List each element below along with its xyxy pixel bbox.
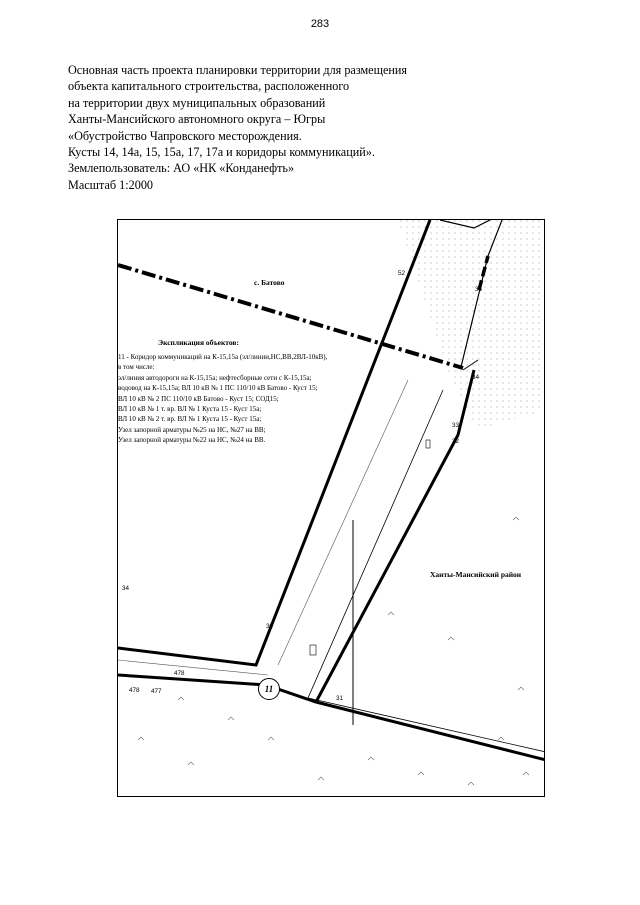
legend-line: 11 - Коридор коммуникаций на К-15,15а (эл/линии,НС,ВВ,2ВЛ-10кВ), xyxy=(118,353,328,361)
legend-line: в том числе: xyxy=(118,363,155,372)
district-label: Ханты-Мансийский район xyxy=(430,570,522,579)
scale-label: Масштаб 1:2000 xyxy=(68,177,154,192)
map-drawing xyxy=(118,220,545,797)
legend-line: эл/линия автодороги на К-15,15а; нефтесборные сети с К-15,15а; xyxy=(118,373,312,382)
legend-line: водовод на К-15,15а; ВЛ 10 кВ № 1 ПС 110/10 кВ Батово - Куст 15; xyxy=(118,384,318,393)
legend-line: Узел запорной арматуры №22 на НС, №24 на ВВ. xyxy=(118,436,266,445)
header-line: «Обустройство Чапровского месторождения. xyxy=(68,128,302,143)
point-label: 35 xyxy=(475,286,483,293)
header-line: объекта капитального строительства, расположенного xyxy=(68,79,350,94)
point-label: 34 xyxy=(122,585,130,592)
structure-marker xyxy=(310,645,316,655)
legend-line: Узел запорной арматуры №25 на НС, №27 на ВВ; xyxy=(118,425,266,434)
page-number: 283 xyxy=(310,18,330,30)
point-label: 33 xyxy=(452,422,460,429)
point-label: 31 xyxy=(336,695,344,702)
legend xyxy=(118,352,327,446)
header-line: Ханты-Мансийского автономного округа – Югры xyxy=(68,112,326,127)
header-line: Кусты 14, 14а, 15, 15а, 17, 17а и коридоры коммуникаций». xyxy=(68,145,375,160)
point-label: 478 xyxy=(129,687,140,694)
point-label: 34 xyxy=(472,374,480,381)
header-line: Землепользователь: АО «НК «Конданефть» xyxy=(68,161,295,176)
header-line: Основная часть проекта планировки территории для размещения xyxy=(68,63,408,77)
legend-line: ВЛ 10 кВ № 2 т. вр. ВЛ № 1 Куста 15 - Куст 15а; xyxy=(118,415,262,424)
legend-title: Экспликация объектов: xyxy=(158,338,239,347)
road-inner-line xyxy=(118,675,545,760)
document-header xyxy=(68,62,488,193)
corridor-number-badge: 11 xyxy=(258,678,280,700)
structure-marker xyxy=(426,440,430,448)
settlement-label: с. Батово xyxy=(254,278,285,287)
corridor-right-edge xyxy=(316,370,474,702)
legend-line: ВЛ 10 кВ № 1 т. вр. ВЛ № 1 Куста 15 - Куст 15а; xyxy=(118,405,262,414)
legend-line: ВЛ 10 кВ № 2 ПС 110/10 кВ Батово - Куст 15; СОД15; xyxy=(118,394,279,403)
point-label: 30 xyxy=(266,623,274,630)
ground-symbols xyxy=(138,517,529,785)
planning-map xyxy=(117,219,545,797)
point-label: 32 xyxy=(452,438,460,445)
point-label: 52 xyxy=(398,270,406,277)
point-label: 477 xyxy=(151,688,162,695)
header-line: на территории двух муниципальных образований xyxy=(68,95,326,110)
point-label: 478 xyxy=(174,670,185,677)
